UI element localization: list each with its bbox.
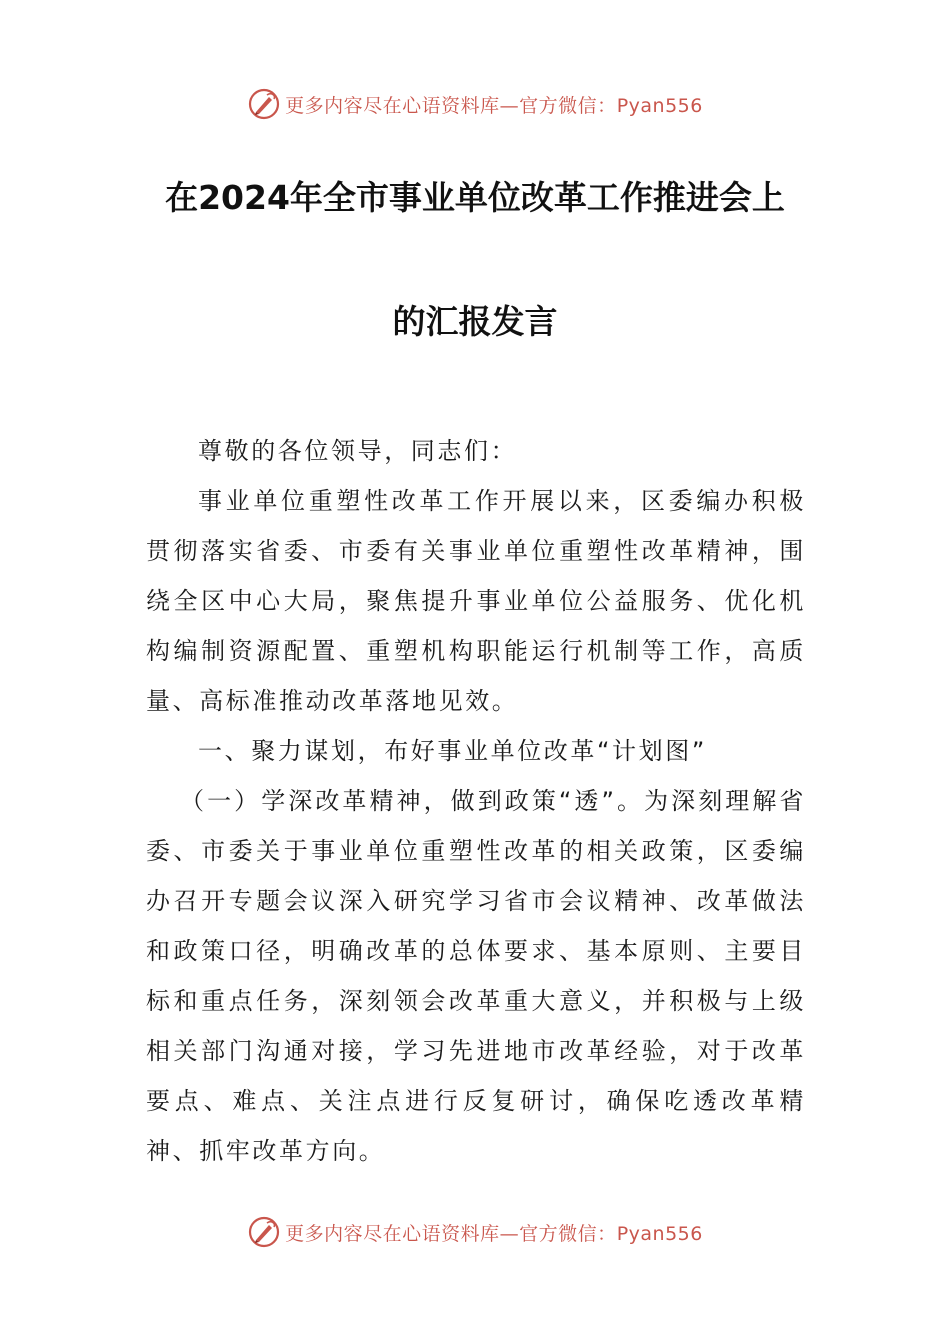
greeting: 尊敬的各位领导，同志们： — [198, 437, 518, 465]
watermark-text: 更多内容尽在心语资料库—官方微信：Pyan556 — [285, 94, 703, 117]
document-title-line-1: 在2024年全市事业单位改革工作推进会上 — [165, 178, 785, 217]
watermark-footer — [0, 1212, 950, 1252]
paragraph-intro: 事业单位重塑性改革工作开展以来，区委编办积极贯彻落实省委、市委有关事业单位重塑性改革精神，围绕全区中心大局，聚焦提升事业单位公益服务、优化机构编制资源配置、重塑机构职能运行机制等工作，高质量、高标准推动改革落地见效。 — [146, 487, 806, 715]
pen-circle-logo-icon — [247, 1215, 281, 1249]
document-title-line-2: 的汇报发言 — [392, 302, 558, 341]
watermark-text: 更多内容尽在心语资料库—官方微信：Pyan556 — [285, 1222, 703, 1245]
document-body — [146, 426, 806, 1176]
watermark-header — [0, 84, 950, 124]
pen-circle-logo-icon — [247, 87, 281, 121]
paragraph-subsection-1: （一）学深改革精神，做到政策“透”。为深刻理解省委、市委关于事业单位重塑性改革的相关政策，区委编办召开专题会议深入研究学习省市会议精神、改革做法和政策口径，明确改革的总体要求、基本原则、主要目标和重点任务，深刻领会改革重大意义，并积极与上级相关部门沟通对接，学习先进地市改革经验，对于改革要点、难点、关注点进行反复研讨，确保吃透改革精神、抓牢改革方向。 — [146, 787, 806, 1165]
section-heading-1: 一、聚力谋划，布好事业单位改革“计划图” — [198, 737, 707, 765]
